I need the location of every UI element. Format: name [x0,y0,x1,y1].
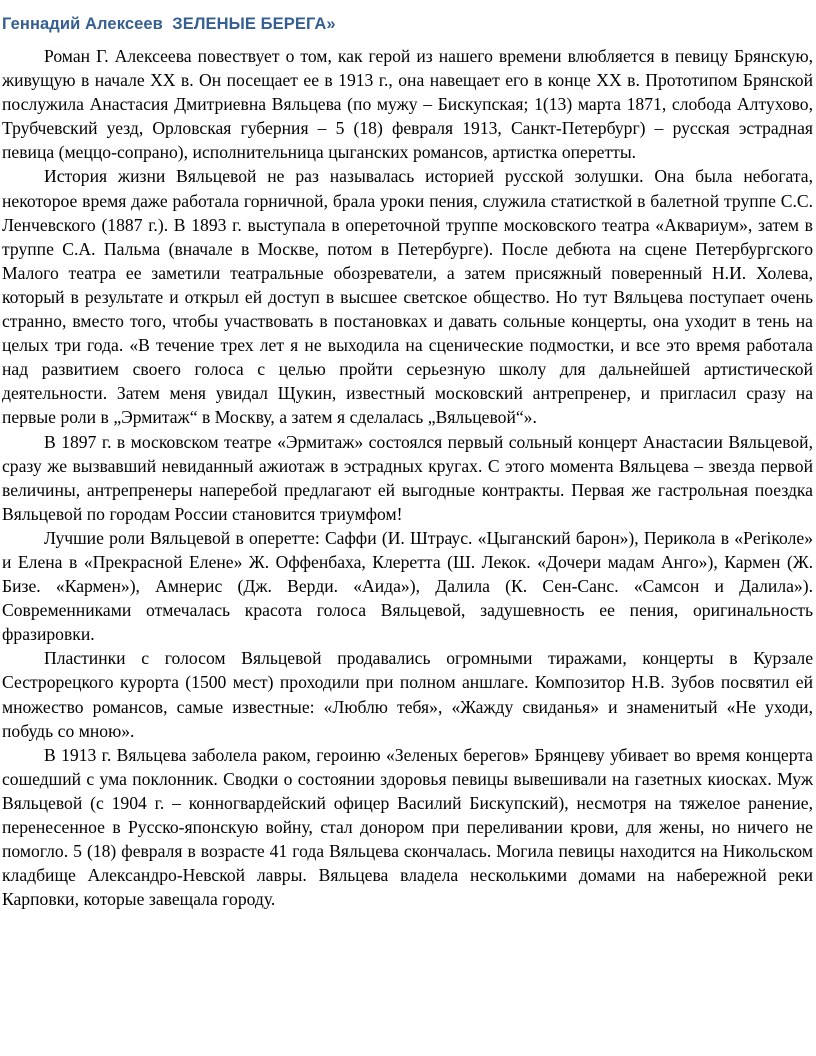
body-paragraph-2: История жизни Вяльцевой не раз называлась историей русской золушки. Она была небогата, некоторое время даже работала горничной, брала уроки пения, служила статисткой в балетной труппе С.С. Ленчевского (1887 г.). В 1893 г. выступала в опереточной труппе московского театра «Аквариум», затем в труппе С.А. Пальма (вначале в Москве, потом в Петербурге). После дебюта на сцене Петербургского Малого театра ее заметили театральные обозреватели, а затем присяжный поверенный Н.И. Холева, который в результате и открыл ей доступ в высшее светское общество. Но тут Вяльцева поступает очень странно, вместо того, чтобы участвовать в постановках и давать сольные концерты, она уходит в тень на целых три года. «В течение трех лет я не выходила на сценические подмостки, и все это время работала над развитием своего голоса с целью пройти серьезную школу для дальнейшей артистической деятельности. Затем меня увидал Щукин, известный московский антрепренер, и пригласил сразу на первые роли в „Эрмитаж“ в Москву, а затем я сделалась „Вяльцевой“». [2,166,813,428]
body-paragraph-1: Роман Г. Алексеева повествует о том, как герой из нашего времени влюбляется в певицу Брянскую, живущую в начале XX в. Он посещает ее в 1913 г., она навещает его в конце XX в. Прототипом Брянской послужила Анастасия Дмитриевна Вяльцева (по мужу – Бискупская; 1(13) марта 1871, слобода Алтухово, Трубчевский уезд, Орловская губерния – 5 (18) февраля 1913, Санкт-Петербург) – русская эстрадная певица (меццо-сопрано), исполнительница цыганских романсов, артистка оперетты. [2,46,813,163]
body-paragraph-4: Лучшие роли Вяльцевой в оперетте: Саффи (И. Штраус. «Цыганский барон»), Перикола в «Periколе» и Елена в «Прекрасной Елене» Ж. Оффенбаха, Клеретта (Ш. Лекок. «Дочери мадам Анго»), Кармен (Ж. Бизе. «Кармен»), Амнерис (Дж. Верди. «Аида»), Далила (К. Сен-Санс. «Самсон и Далила»). Современниками отмечалась красота голоса Вяльцевой, задушевность ее пения, оригинальность фразировки. [2,527,813,645]
body-paragraph-5: Пластинки с голосом Вяльцевой продавались огромными тиражами, концерты в Курзале Сестрорецкого курорта (1500 мест) проходили при полном аншлаге. Композитор Н.В. Зубов посвятил ей множество романсов, самые известные: «Люблю тебя», «Жажду свиданья» и знаменитый «Не уходи, побудь со мною». [2,648,813,741]
body-paragraph-3: В 1897 г. в московском театре «Эрмитаж» состоялся первый сольный концерт Анастасии Вяльцевой, сразу же вызвавший невиданный ажиотаж в эстрадных кругах. С этого момента Вяльцева – звезда первой величины, антрепренеры наперебой предлагают ей выгодные контракты. Первая же гастрольная поездка Вяльцевой по городам России становится триумфом! [2,431,813,524]
page-title: Геннадий Алексеев ЗЕЛЕНЫЕ БЕРЕГА» [2,15,336,33]
body-paragraph-6: В 1913 г. Вяльцева заболела раком, героиню «Зеленых берегов» Брянцеву убивает во время концерта сошедший с ума поклонник. Сводки о состоянии здоровья певицы вывешивали на газетных киосках. Муж Вяльцевой (с 1904 г. – конногвардейский офицер Василий Бискупский), несмотря на тяжелое ранение, перенесенное в Русско-японскую войну, стал донором при переливании крови, для жены, но ничего не помогло. 5 (18) февраля в возрасте 41 года Вяльцева скончалась. Могила певицы находится на Никольском кладбище Александро-Невской лавры. Вяльцева владела несколькими домами на набережной реки Карповки, которые завещала городу. [2,744,813,910]
